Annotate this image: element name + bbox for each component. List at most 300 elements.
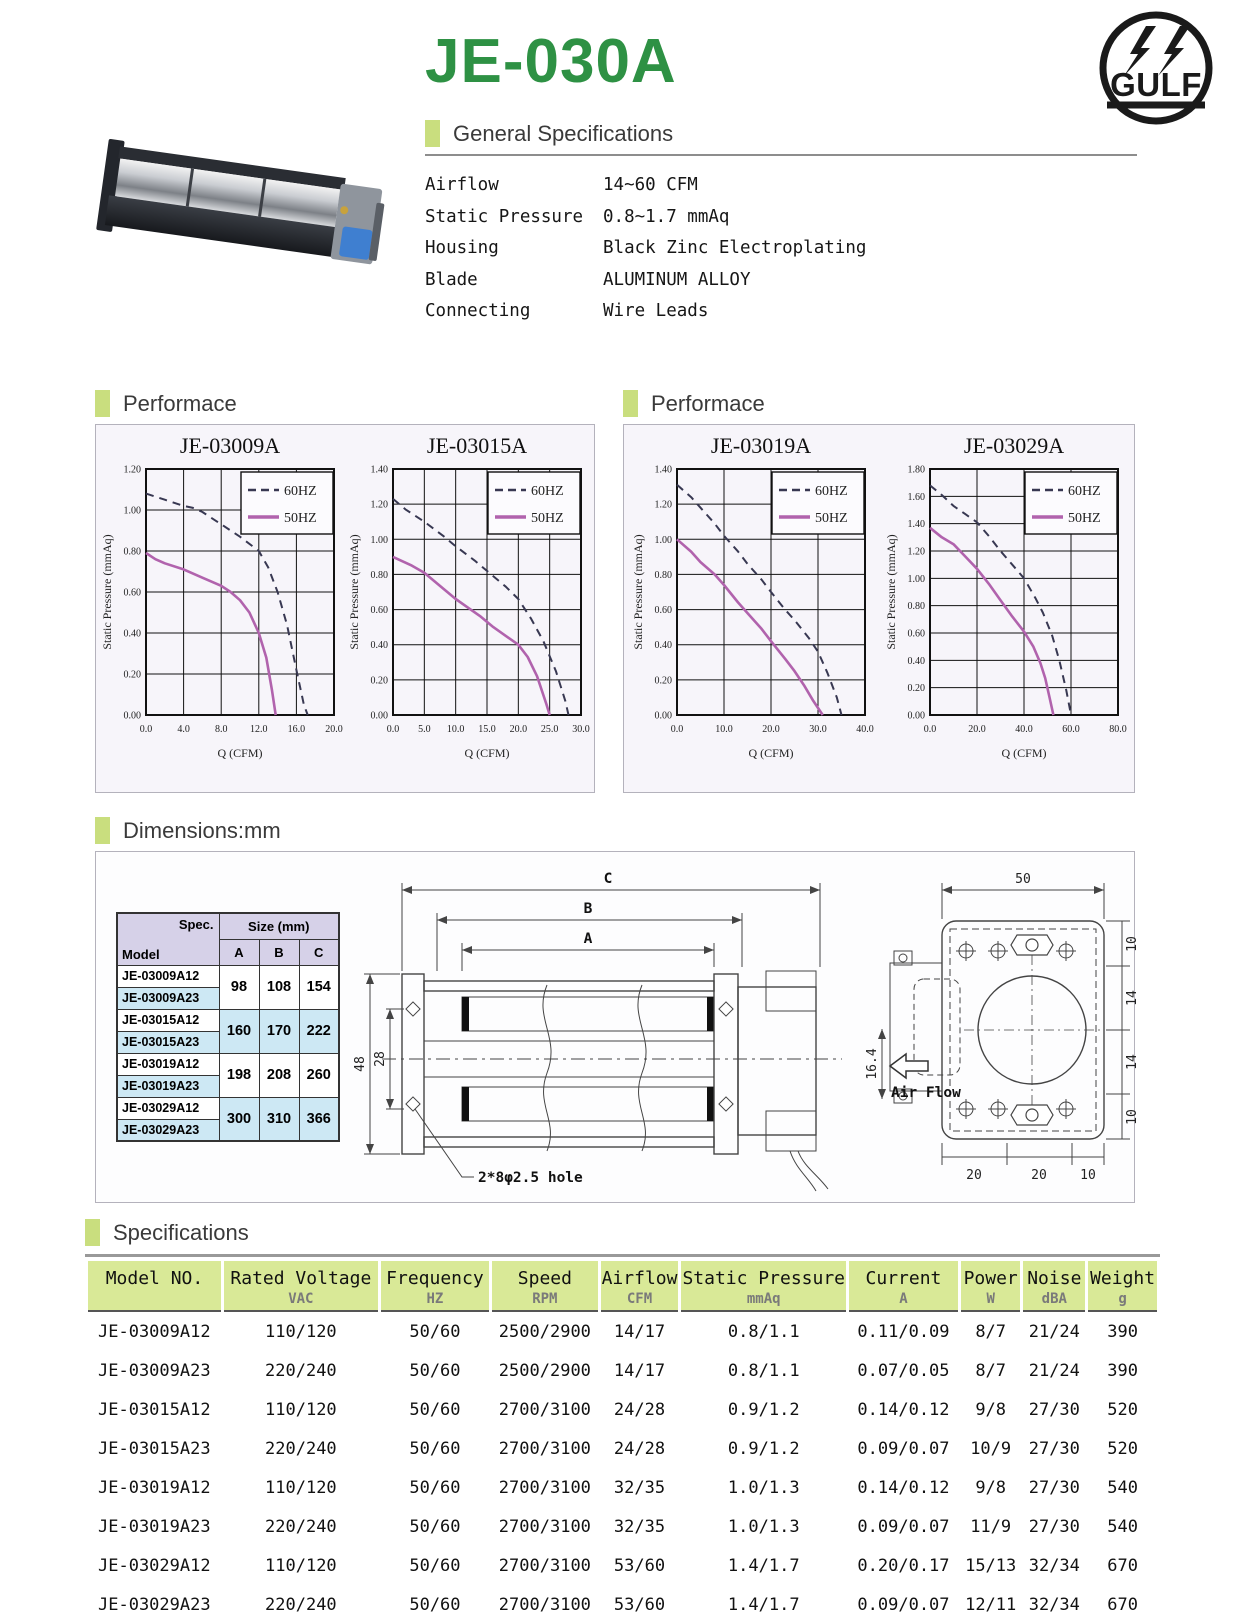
dim-bottom-20b: 20 bbox=[1031, 1168, 1047, 1183]
x-tick-label: 20.0 bbox=[324, 724, 343, 735]
dim-value-cell: 300 bbox=[219, 1097, 259, 1141]
spec-value-cell: 390 bbox=[1107, 1361, 1138, 1381]
x-tick-label: 0.0 bbox=[139, 724, 152, 735]
general-spec-row bbox=[425, 202, 1137, 234]
x-tick-label: 40.0 bbox=[1014, 724, 1033, 735]
dim-corner-model: Model bbox=[122, 946, 160, 962]
series-50HZ bbox=[930, 528, 1053, 715]
performance-chart-JE-03019A bbox=[631, 431, 875, 788]
performance-row bbox=[95, 390, 1241, 793]
x-tick-label: 15.0 bbox=[477, 724, 496, 735]
spec-column-unit: dBA bbox=[1041, 1291, 1067, 1307]
spec-data-row bbox=[88, 1585, 1157, 1624]
spec-model-cell: JE-03015A12 bbox=[98, 1400, 211, 1420]
y-tick-label: 1.00 bbox=[370, 534, 388, 546]
spec-column-label: Speed bbox=[517, 1268, 572, 1289]
charts-container bbox=[96, 425, 594, 792]
y-tick-label: 0.40 bbox=[370, 640, 388, 652]
spec-value-cell: 32/35 bbox=[613, 1517, 666, 1537]
gulf-logo bbox=[1080, 8, 1232, 133]
spec-value-cell: 2500/2900 bbox=[498, 1361, 591, 1381]
x-tick-label: 25.0 bbox=[540, 724, 558, 735]
dimensions-heading bbox=[95, 817, 1135, 844]
dim-model-cell: JE-03015A23 bbox=[117, 1031, 219, 1053]
dim-value-cell: 208 bbox=[259, 1053, 299, 1097]
spec-value-cell: 8/7 bbox=[975, 1322, 1007, 1342]
spec-data-row bbox=[88, 1351, 1157, 1390]
spec-value-cell: 24/28 bbox=[613, 1400, 666, 1420]
specifications-section bbox=[85, 1219, 1160, 1624]
legend-label: 60HZ bbox=[814, 484, 848, 499]
chart-JE-03019A bbox=[631, 431, 875, 783]
y-tick-label: 0.00 bbox=[370, 710, 388, 722]
spec-value-cell: 50/60 bbox=[409, 1400, 461, 1420]
hole-note: 2*8φ2.5 hole bbox=[478, 1170, 583, 1186]
performance-right-heading bbox=[623, 390, 1135, 417]
general-spec-label: Housing bbox=[425, 238, 499, 258]
performance-chart-JE-03015A bbox=[347, 431, 591, 788]
y-tick-label: 1.00 bbox=[123, 505, 141, 517]
spec-value-cell: 53/60 bbox=[613, 1595, 666, 1615]
dim-value-cell: 98 bbox=[219, 965, 259, 1009]
spec-data-row bbox=[88, 1390, 1157, 1429]
spec-column-header bbox=[601, 1261, 679, 1312]
dimensions-title: Dimensions:mm bbox=[123, 817, 281, 843]
y-tick-label: 1.40 bbox=[654, 464, 672, 476]
x-tick-label: 30.0 bbox=[571, 724, 590, 735]
chart-title: JE-03015A bbox=[426, 433, 527, 458]
spec-value-cell: 32/35 bbox=[613, 1478, 666, 1498]
x-tick-label: 5.0 bbox=[417, 724, 431, 735]
spec-column-label: Noise bbox=[1027, 1268, 1082, 1289]
y-axis-label: Static Pressure (mmAq) bbox=[630, 534, 645, 650]
dim-value-cell: 154 bbox=[299, 965, 339, 1009]
dim-model-cell: JE-03009A12 bbox=[117, 965, 219, 987]
spec-value-cell: 220/240 bbox=[265, 1595, 337, 1615]
dim-col-header: A bbox=[219, 939, 259, 965]
dim-value-cell: 310 bbox=[259, 1097, 299, 1141]
spec-value-cell: 27/30 bbox=[1028, 1439, 1080, 1459]
spec-value-cell: 520 bbox=[1107, 1439, 1138, 1459]
y-tick-label: 0.40 bbox=[907, 655, 925, 667]
y-tick-label: 1.20 bbox=[654, 499, 672, 511]
performance-left-panel bbox=[95, 424, 595, 793]
spec-value-cell: 2700/3100 bbox=[498, 1517, 591, 1537]
y-tick-label: 0.00 bbox=[907, 710, 925, 722]
dimensions-section bbox=[95, 817, 1140, 1203]
dim-value-cell: 260 bbox=[299, 1053, 339, 1097]
spec-model-cell: JE-03029A23 bbox=[98, 1595, 211, 1615]
spec-data-row bbox=[88, 1429, 1157, 1468]
spec-column-unit bbox=[89, 1291, 220, 1307]
specifications-heading bbox=[85, 1219, 1160, 1257]
end-view-drawing bbox=[864, 859, 1174, 1195]
general-spec-row bbox=[425, 233, 1137, 265]
spec-value-cell: 390 bbox=[1107, 1322, 1138, 1342]
y-tick-label: 0.20 bbox=[370, 675, 388, 687]
spec-value-cell: 27/30 bbox=[1028, 1478, 1080, 1498]
section-accent-bar bbox=[95, 390, 110, 417]
dim-size-header: Size (mm) bbox=[219, 913, 339, 939]
dim-model-cell: JE-03019A23 bbox=[117, 1075, 219, 1097]
y-tick-label: 0.00 bbox=[654, 710, 672, 722]
x-tick-label: 8.0 bbox=[214, 724, 227, 735]
general-specifications-section bbox=[425, 120, 1137, 328]
right-dim-ticks bbox=[1106, 921, 1130, 1139]
dim-table-corner bbox=[117, 913, 219, 965]
spec-column-header bbox=[1088, 1261, 1157, 1312]
spec-value-cell: 1.0/1.3 bbox=[727, 1478, 800, 1498]
y-tick-label: 0.40 bbox=[123, 628, 141, 640]
spec-value-cell: 14/17 bbox=[613, 1361, 666, 1381]
spec-value-cell: 2700/3100 bbox=[498, 1439, 591, 1459]
dimensions-table bbox=[116, 912, 340, 1142]
mounting-holes bbox=[406, 1002, 733, 1111]
spec-value-cell: 0.8/1.1 bbox=[727, 1361, 800, 1381]
x-tick-label: 80.0 bbox=[1108, 724, 1127, 735]
spec-column-header bbox=[849, 1261, 958, 1312]
x-tick-label: 40.0 bbox=[855, 724, 874, 735]
spec-value-cell: 1.4/1.7 bbox=[727, 1556, 800, 1576]
spec-value-cell: 8/7 bbox=[975, 1361, 1007, 1381]
x-tick-label: 10.0 bbox=[446, 724, 464, 735]
x-axis-label: Q (CFM) bbox=[747, 746, 794, 760]
spec-value-cell: 0.20/0.17 bbox=[857, 1556, 950, 1576]
dim-label-48: 48 bbox=[353, 1056, 368, 1072]
x-tick-label: 4.0 bbox=[176, 724, 190, 735]
spec-column-label: Power bbox=[963, 1268, 1018, 1289]
general-spec-row bbox=[425, 170, 1137, 202]
y-tick-label: 0.20 bbox=[654, 675, 672, 687]
y-tick-label: 1.40 bbox=[907, 519, 925, 531]
spec-value-cell: 50/60 bbox=[409, 1322, 461, 1342]
spec-model-cell: JE-03019A12 bbox=[98, 1478, 211, 1498]
spec-value-cell: 0.9/1.2 bbox=[727, 1400, 800, 1420]
y-tick-label: 0.60 bbox=[370, 605, 388, 617]
spec-column-unit: RPM bbox=[532, 1291, 558, 1307]
dim-label-b: B bbox=[583, 901, 593, 917]
spec-value-cell: 0.09/0.07 bbox=[857, 1517, 950, 1537]
spec-value-cell: 670 bbox=[1107, 1595, 1138, 1615]
dim-value-cell: 366 bbox=[299, 1097, 339, 1141]
section-accent-bar bbox=[623, 390, 638, 417]
spec-value-cell: 53/60 bbox=[613, 1556, 666, 1576]
spec-value-cell: 32/34 bbox=[1028, 1595, 1080, 1615]
general-spec-label: Connecting bbox=[425, 301, 531, 321]
dim-label-50: 50 bbox=[1015, 872, 1031, 887]
chart-JE-03009A bbox=[100, 431, 344, 783]
x-tick-label: 20.0 bbox=[509, 724, 527, 735]
fan-photo-illustration bbox=[92, 136, 392, 288]
spec-value-cell: 27/30 bbox=[1028, 1517, 1080, 1537]
spec-value-cell: 11/9 bbox=[970, 1517, 1012, 1537]
spec-value-cell: 50/60 bbox=[409, 1478, 461, 1498]
airflow-label: Air Flow bbox=[891, 1085, 961, 1101]
spec-column-unit: mmAq bbox=[746, 1291, 781, 1307]
y-axis-label: Static Pressure (mmAq) bbox=[346, 534, 361, 650]
bottom-dim-ticks bbox=[942, 1143, 1104, 1165]
dim-value-cell: 198 bbox=[219, 1053, 259, 1097]
spec-value-cell: 220/240 bbox=[265, 1439, 337, 1459]
y-tick-label: 1.80 bbox=[907, 464, 925, 476]
dim-label-16-4: 16.4 bbox=[865, 1048, 880, 1080]
spec-data-row bbox=[88, 1507, 1157, 1546]
dim-right-10a: 10 bbox=[1125, 936, 1140, 952]
y-tick-label: 0.20 bbox=[123, 669, 141, 681]
spec-column-unit: HZ bbox=[426, 1291, 444, 1307]
y-tick-label: 0.60 bbox=[123, 587, 141, 599]
dim-model-cell: JE-03009A23 bbox=[117, 987, 219, 1009]
spec-model-cell: JE-03009A23 bbox=[98, 1361, 211, 1381]
x-tick-label: 20.0 bbox=[967, 724, 986, 735]
spec-column-unit: CFM bbox=[626, 1291, 653, 1307]
product-photo bbox=[92, 136, 392, 293]
spec-column-label: Airflow bbox=[601, 1268, 678, 1289]
section-accent-bar bbox=[95, 817, 110, 844]
x-axis-label: Q (CFM) bbox=[1000, 746, 1047, 760]
performance-left-title: Performace bbox=[123, 390, 237, 416]
spec-value-cell: 0.07/0.05 bbox=[857, 1361, 950, 1381]
spec-model-cell: JE-03015A23 bbox=[98, 1439, 211, 1459]
spec-column-label: Frequency bbox=[386, 1268, 484, 1289]
dim-corner-spec: Spec. bbox=[178, 917, 214, 932]
performance-chart-JE-03009A bbox=[100, 431, 344, 788]
dim-right-14b: 14 bbox=[1125, 1054, 1140, 1070]
series-50HZ bbox=[146, 553, 276, 715]
spec-value-cell: 50/60 bbox=[409, 1439, 461, 1459]
dim-label-a: A bbox=[583, 931, 593, 947]
x-tick-label: 10.0 bbox=[714, 724, 733, 735]
y-tick-label: 0.20 bbox=[907, 683, 925, 695]
spec-value-cell: 10/9 bbox=[970, 1439, 1012, 1459]
performance-right-title: Performace bbox=[651, 390, 765, 416]
spec-model-cell: JE-03029A12 bbox=[98, 1556, 211, 1576]
legend-label: 50HZ bbox=[814, 511, 848, 526]
chart-JE-03029A bbox=[884, 431, 1128, 783]
y-tick-label: 1.40 bbox=[370, 464, 388, 476]
dim-table-row bbox=[117, 965, 339, 987]
x-tick-label: 60.0 bbox=[1061, 724, 1080, 735]
spec-column-unit: A bbox=[899, 1291, 908, 1307]
spec-value-cell: 520 bbox=[1107, 1400, 1138, 1420]
spec-value-cell: 12/11 bbox=[965, 1595, 1017, 1615]
y-tick-label: 0.00 bbox=[123, 710, 141, 722]
general-spec-label: Blade bbox=[425, 269, 478, 290]
spec-column-label: Model NO. bbox=[105, 1268, 204, 1289]
general-spec-value: 14~60 CFM bbox=[603, 175, 698, 195]
performance-section-right bbox=[623, 390, 1135, 793]
spec-column-header bbox=[961, 1261, 1021, 1312]
general-specs-heading bbox=[425, 120, 1137, 156]
dim-table-header-row bbox=[117, 913, 339, 939]
performance-right-panel bbox=[623, 424, 1135, 793]
dim-col-header: C bbox=[299, 939, 339, 965]
performance-left-heading bbox=[95, 390, 595, 417]
spec-value-cell: 0.14/0.12 bbox=[857, 1478, 950, 1498]
y-tick-label: 1.20 bbox=[907, 546, 925, 558]
spec-column-header bbox=[1023, 1261, 1085, 1312]
y-tick-label: 0.80 bbox=[370, 569, 388, 581]
specifications-table bbox=[85, 1261, 1160, 1624]
spec-value-cell: 21/24 bbox=[1028, 1322, 1080, 1342]
x-tick-label: 20.0 bbox=[761, 724, 780, 735]
general-spec-label: Airflow bbox=[425, 175, 499, 195]
dimensions-panel bbox=[95, 851, 1140, 1203]
chart-title: JE-03009A bbox=[179, 433, 280, 458]
dim-bottom-20a: 20 bbox=[966, 1168, 982, 1183]
y-tick-label: 1.00 bbox=[907, 573, 925, 585]
general-spec-label: Static Pressure bbox=[425, 206, 584, 227]
x-tick-label: 12.0 bbox=[249, 724, 268, 735]
section-accent-bar bbox=[425, 120, 440, 147]
specifications-title: Specifications bbox=[113, 1219, 249, 1245]
spec-value-cell: 220/240 bbox=[265, 1361, 337, 1381]
spec-header-row bbox=[88, 1261, 1157, 1312]
spec-value-cell: 27/30 bbox=[1028, 1400, 1080, 1420]
dim-table-row bbox=[117, 1053, 339, 1075]
general-specs-title: General Specifications bbox=[453, 120, 674, 146]
spec-value-cell: 24/28 bbox=[613, 1439, 666, 1459]
spec-value-cell: 9/8 bbox=[975, 1478, 1007, 1498]
dim-col-header: B bbox=[259, 939, 299, 965]
y-tick-label: 0.60 bbox=[654, 605, 672, 617]
y-axis-label: Static Pressure (mmAq) bbox=[883, 534, 898, 650]
general-spec-value: Wire Leads bbox=[603, 301, 709, 321]
spec-value-cell: 220/240 bbox=[265, 1517, 337, 1537]
y-tick-label: 0.80 bbox=[123, 546, 141, 558]
dim-model-cell: JE-03015A12 bbox=[117, 1009, 219, 1031]
general-spec-row bbox=[425, 296, 1137, 328]
x-tick-label: 16.0 bbox=[287, 724, 305, 735]
spec-value-cell: 2700/3100 bbox=[498, 1478, 591, 1498]
spec-column-header bbox=[681, 1261, 846, 1312]
spec-column-header bbox=[492, 1261, 597, 1312]
dim-value-cell: 160 bbox=[219, 1009, 259, 1053]
y-tick-label: 1.20 bbox=[370, 499, 388, 511]
side-view-drawing bbox=[342, 859, 862, 1195]
dim-model-cell: JE-03029A12 bbox=[117, 1097, 219, 1119]
spec-value-cell: 50/60 bbox=[409, 1517, 461, 1537]
spec-value-cell: 1.0/1.3 bbox=[727, 1517, 800, 1537]
chart-title: JE-03019A bbox=[710, 433, 811, 458]
section-accent-bar bbox=[85, 1219, 100, 1246]
spec-value-cell: 32/34 bbox=[1028, 1556, 1080, 1576]
legend-label: 60HZ bbox=[1067, 484, 1101, 499]
spec-value-cell: 1.4/1.7 bbox=[727, 1595, 800, 1615]
performance-chart-JE-03029A bbox=[884, 431, 1128, 788]
charts-container bbox=[624, 425, 1134, 792]
spec-value-cell: 110/120 bbox=[265, 1400, 337, 1420]
spec-value-cell: 540 bbox=[1107, 1478, 1138, 1498]
dim-label-c: C bbox=[603, 871, 613, 887]
x-axis-label: Q (CFM) bbox=[216, 746, 263, 760]
spec-data-row bbox=[88, 1546, 1157, 1585]
spec-value-cell: 0.09/0.07 bbox=[857, 1439, 950, 1459]
dim-value-cell: 170 bbox=[259, 1009, 299, 1053]
spec-value-cell: 2700/3100 bbox=[498, 1556, 591, 1576]
spec-value-cell: 14/17 bbox=[613, 1322, 666, 1342]
spec-value-cell: 0.11/0.09 bbox=[857, 1322, 950, 1342]
spec-model-cell: JE-03019A23 bbox=[98, 1517, 211, 1537]
legend-label: 50HZ bbox=[530, 511, 564, 526]
spec-value-cell: 21/24 bbox=[1028, 1361, 1080, 1381]
spec-value-cell: 2700/3100 bbox=[498, 1400, 591, 1420]
x-tick-label: 0.0 bbox=[670, 724, 683, 735]
spec-value-cell: 50/60 bbox=[409, 1556, 461, 1576]
spec-value-cell: 9/8 bbox=[975, 1400, 1007, 1420]
spec-value-cell: 50/60 bbox=[409, 1361, 461, 1381]
legend-label: 60HZ bbox=[530, 484, 564, 499]
spec-column-label: Rated Voltage bbox=[230, 1268, 372, 1289]
spec-value-cell: 670 bbox=[1107, 1556, 1138, 1576]
chart-title: JE-03029A bbox=[963, 433, 1064, 458]
spec-column-header bbox=[224, 1261, 378, 1312]
spec-value-cell: 110/120 bbox=[265, 1556, 337, 1576]
dim-label-28: 28 bbox=[373, 1051, 388, 1067]
spec-value-cell: 50/60 bbox=[409, 1595, 461, 1615]
general-specs-list bbox=[425, 170, 1137, 328]
header-area bbox=[0, 0, 1241, 352]
dim-bottom-10: 10 bbox=[1080, 1168, 1096, 1183]
dim-right-14a: 14 bbox=[1125, 990, 1140, 1006]
general-spec-row bbox=[425, 265, 1137, 297]
y-tick-label: 1.00 bbox=[654, 534, 672, 546]
legend-label: 60HZ bbox=[283, 484, 317, 499]
y-axis-label: Static Pressure (mmAq) bbox=[99, 534, 114, 650]
y-tick-label: 0.80 bbox=[654, 569, 672, 581]
general-spec-value: Black Zinc Electroplating bbox=[603, 238, 867, 258]
y-tick-label: 0.40 bbox=[654, 640, 672, 652]
spec-model-cell: JE-03009A12 bbox=[98, 1322, 211, 1342]
spec-value-cell: 15/13 bbox=[965, 1556, 1017, 1576]
spec-value-cell: 540 bbox=[1107, 1517, 1138, 1537]
spec-value-cell: 0.8/1.1 bbox=[727, 1322, 800, 1342]
dim-table-row bbox=[117, 1097, 339, 1119]
spec-value-cell: 2700/3100 bbox=[498, 1595, 591, 1615]
series-50HZ bbox=[393, 557, 550, 715]
spec-value-cell: 2500/2900 bbox=[498, 1322, 591, 1342]
y-tick-label: 1.20 bbox=[123, 464, 141, 476]
spec-data-row bbox=[88, 1312, 1157, 1351]
y-tick-label: 0.60 bbox=[907, 628, 925, 640]
spec-data-row bbox=[88, 1468, 1157, 1507]
spec-value-cell: 0.14/0.12 bbox=[857, 1400, 950, 1420]
dim-model-cell: JE-03019A12 bbox=[117, 1053, 219, 1075]
general-spec-value: ALUMINUM ALLOY bbox=[603, 269, 751, 290]
y-tick-label: 0.80 bbox=[907, 601, 925, 613]
legend-label: 50HZ bbox=[283, 511, 317, 526]
spec-column-header bbox=[381, 1261, 489, 1312]
spec-value-cell: 0.9/1.2 bbox=[727, 1439, 800, 1459]
spec-value-cell: 110/120 bbox=[265, 1478, 337, 1498]
x-tick-label: 0.0 bbox=[923, 724, 936, 735]
chart-JE-03015A bbox=[347, 431, 591, 783]
x-tick-label: 30.0 bbox=[808, 724, 827, 735]
spec-value-cell: 0.09/0.07 bbox=[857, 1595, 950, 1615]
dim-value-cell: 108 bbox=[259, 965, 299, 1009]
gulf-logo-graphic bbox=[1080, 8, 1232, 128]
spec-value-cell: 110/120 bbox=[265, 1322, 337, 1342]
x-axis-label: Q (CFM) bbox=[463, 746, 510, 760]
spec-column-unit: W bbox=[986, 1291, 995, 1307]
dim-table-row bbox=[117, 1009, 339, 1031]
general-spec-value: 0.8~1.7 mmAq bbox=[603, 206, 730, 227]
legend-label: 50HZ bbox=[1067, 511, 1101, 526]
spec-column-label: Weight bbox=[1090, 1268, 1156, 1289]
dim-model-cell: JE-03029A23 bbox=[117, 1119, 219, 1141]
spec-column-unit: VAC bbox=[288, 1291, 314, 1307]
spec-column-label: Static Pressure bbox=[682, 1268, 846, 1289]
